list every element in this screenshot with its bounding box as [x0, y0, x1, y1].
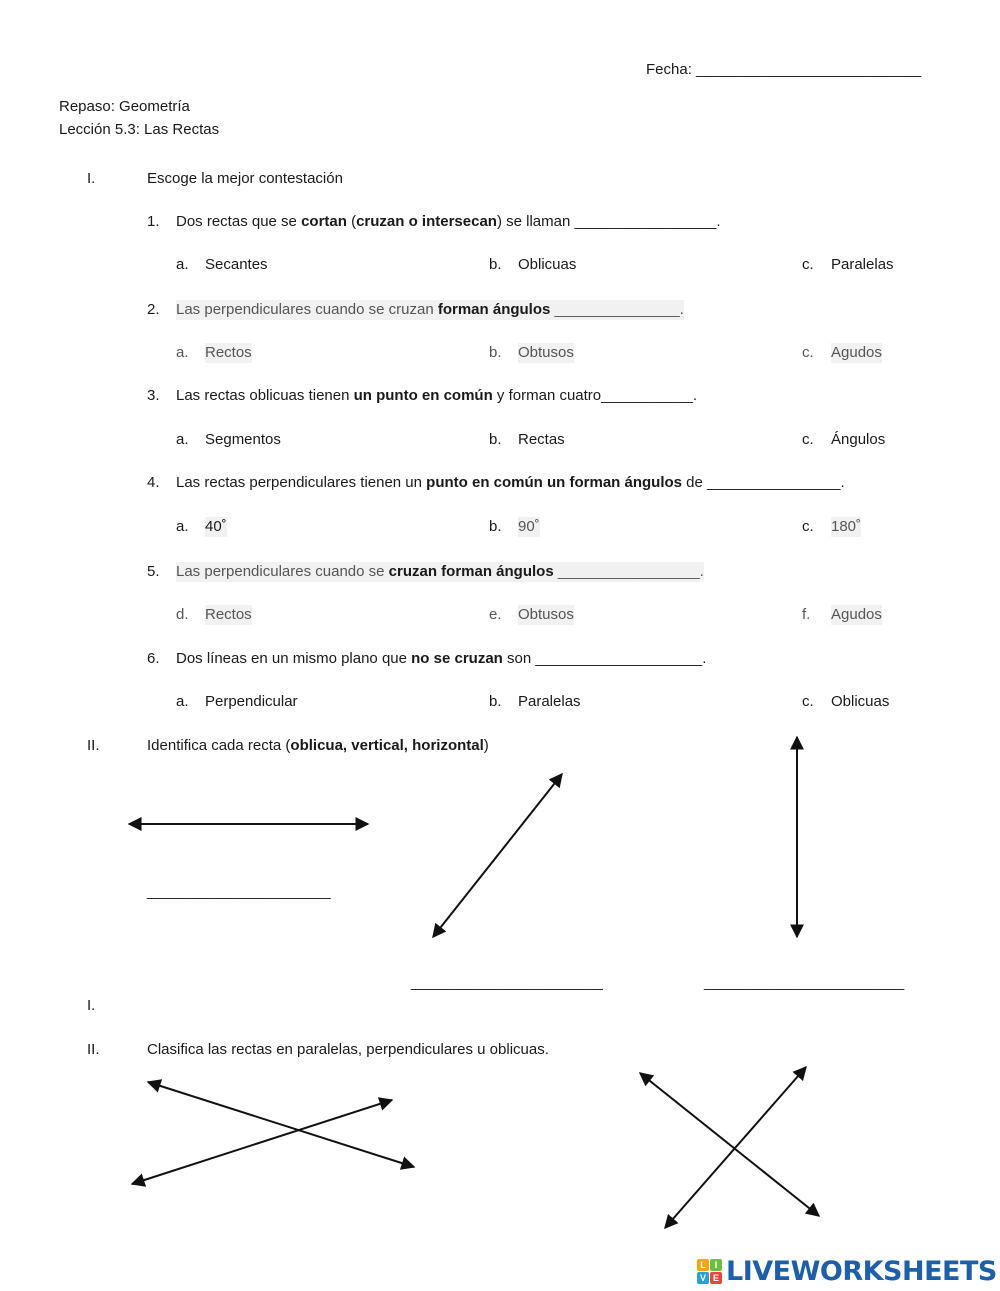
- option-5f-letter: f.: [802, 606, 811, 623]
- option-1b[interactable]: Oblicuas: [518, 256, 577, 273]
- section-4-title: Clasifica las rectas en paralelas, perpendiculares u oblicuas.: [147, 1041, 549, 1058]
- option-4a[interactable]: 40˚: [205, 518, 227, 535]
- option-2b[interactable]: Obtusos: [518, 344, 574, 361]
- option-6b-letter: b.: [489, 693, 502, 710]
- question-1-text: Dos rectas que se cortan (cruzan o intersecan) se llaman _________________.: [176, 213, 721, 230]
- answer-blank-horizontal[interactable]: ______________________: [147, 883, 331, 900]
- answer-blank-3[interactable]: y forman cuatro___________.: [492, 387, 698, 404]
- question-1-number: 1.: [147, 213, 160, 230]
- option-1c-letter: c.: [802, 256, 814, 273]
- option-5d[interactable]: Rectos: [205, 606, 252, 623]
- logo-letter-e: E: [710, 1272, 722, 1284]
- option-6a-letter: a.: [176, 693, 189, 710]
- section-1-numeral: I.: [87, 170, 96, 187]
- question-6-text: Dos líneas en un mismo plano que no se cruzan son ____________________.: [176, 650, 707, 667]
- oblique-line: [433, 774, 562, 937]
- logo-letter-v: V: [697, 1272, 709, 1284]
- answer-blank-1[interactable]: ) se llaman _________________.: [496, 213, 721, 230]
- option-2c[interactable]: Agudos: [831, 344, 882, 361]
- option-4c[interactable]: 180˚: [831, 518, 862, 535]
- option-3a[interactable]: Segmentos: [205, 431, 281, 448]
- option-2a[interactable]: Rectos: [205, 344, 252, 361]
- logo-letter-l: L: [697, 1259, 709, 1271]
- answer-blank-2[interactable]: _______________.: [550, 301, 684, 318]
- subject-title: Repaso: Geometría: [59, 98, 190, 115]
- question-4-text: Las rectas perpendiculares tienen un punto en común un forman ángulos de ________________.: [176, 474, 845, 491]
- section-2-numeral: II.: [87, 737, 100, 754]
- option-4b[interactable]: 90˚: [518, 518, 540, 535]
- logo-text: LIVEWORKSHEETS: [726, 1256, 997, 1287]
- option-1c[interactable]: Paralelas: [831, 256, 894, 273]
- question-6-number: 6.: [147, 650, 160, 667]
- option-1a[interactable]: Secantes: [205, 256, 268, 273]
- question-3-text: Las rectas oblicuas tienen un punto en común y forman cuatro___________.: [176, 387, 698, 404]
- option-6c[interactable]: Oblicuas: [831, 693, 890, 710]
- option-4c-letter: c.: [802, 518, 814, 535]
- answer-blank-oblique[interactable]: _______________________: [411, 974, 603, 991]
- option-3b[interactable]: Rectas: [518, 431, 565, 448]
- option-3a-letter: a.: [176, 431, 189, 448]
- answer-blank-4[interactable]: de ________________.: [682, 474, 845, 491]
- crossing-line-b2: [665, 1067, 806, 1228]
- lesson-title: Lección 5.3: Las Rectas: [59, 121, 220, 138]
- question-4-number: 4.: [147, 474, 160, 491]
- option-3c[interactable]: Ángulos: [831, 431, 886, 448]
- crossing-line-a2: [132, 1100, 392, 1184]
- option-2b-letter: b.: [489, 344, 502, 361]
- option-3b-letter: b.: [489, 431, 502, 448]
- question-5-number: 5.: [147, 563, 160, 580]
- option-1a-letter: a.: [176, 256, 189, 273]
- option-4b-letter: b.: [489, 518, 502, 535]
- answer-blank-6[interactable]: son ____________________.: [502, 650, 707, 667]
- option-5e-letter: e.: [489, 606, 502, 623]
- date-field[interactable]: Fecha: ___________________________: [646, 61, 922, 78]
- option-5f[interactable]: Agudos: [831, 606, 882, 623]
- liveworksheets-logo: [697, 1256, 997, 1287]
- crossing-line-b1: [640, 1073, 819, 1216]
- answer-blank-5[interactable]: _________________.: [553, 563, 704, 580]
- question-3-number: 3.: [147, 387, 160, 404]
- option-2c-letter: c.: [802, 344, 814, 361]
- section-1-title: Escoge la mejor contestación: [147, 170, 343, 187]
- section-4-numeral: II.: [87, 1041, 100, 1058]
- option-4a-letter: a.: [176, 518, 189, 535]
- section-3-numeral: I.: [87, 997, 96, 1014]
- question-5-text: Las perpendiculares cuando se cruzan forman ángulos _________________.: [176, 563, 704, 580]
- option-6b[interactable]: Paralelas: [518, 693, 581, 710]
- question-2-text: Las perpendiculares cuando se cruzan forman ángulos _______________.: [176, 301, 684, 318]
- crossing-line-a1: [148, 1082, 414, 1167]
- option-5d-letter: d.: [176, 606, 189, 623]
- question-2-number: 2.: [147, 301, 160, 318]
- option-6c-letter: c.: [802, 693, 814, 710]
- option-6a[interactable]: Perpendicular: [205, 693, 298, 710]
- logo-letter-i: I: [710, 1259, 722, 1271]
- option-3c-letter: c.: [802, 431, 814, 448]
- option-5e[interactable]: Obtusos: [518, 606, 574, 623]
- option-1b-letter: b.: [489, 256, 502, 273]
- logo-icon: [697, 1259, 722, 1284]
- section-2-title: Identifica cada recta (oblicua, vertical, horizontal): [147, 737, 489, 754]
- answer-blank-vertical[interactable]: ________________________: [704, 974, 905, 991]
- option-2a-letter: a.: [176, 344, 189, 361]
